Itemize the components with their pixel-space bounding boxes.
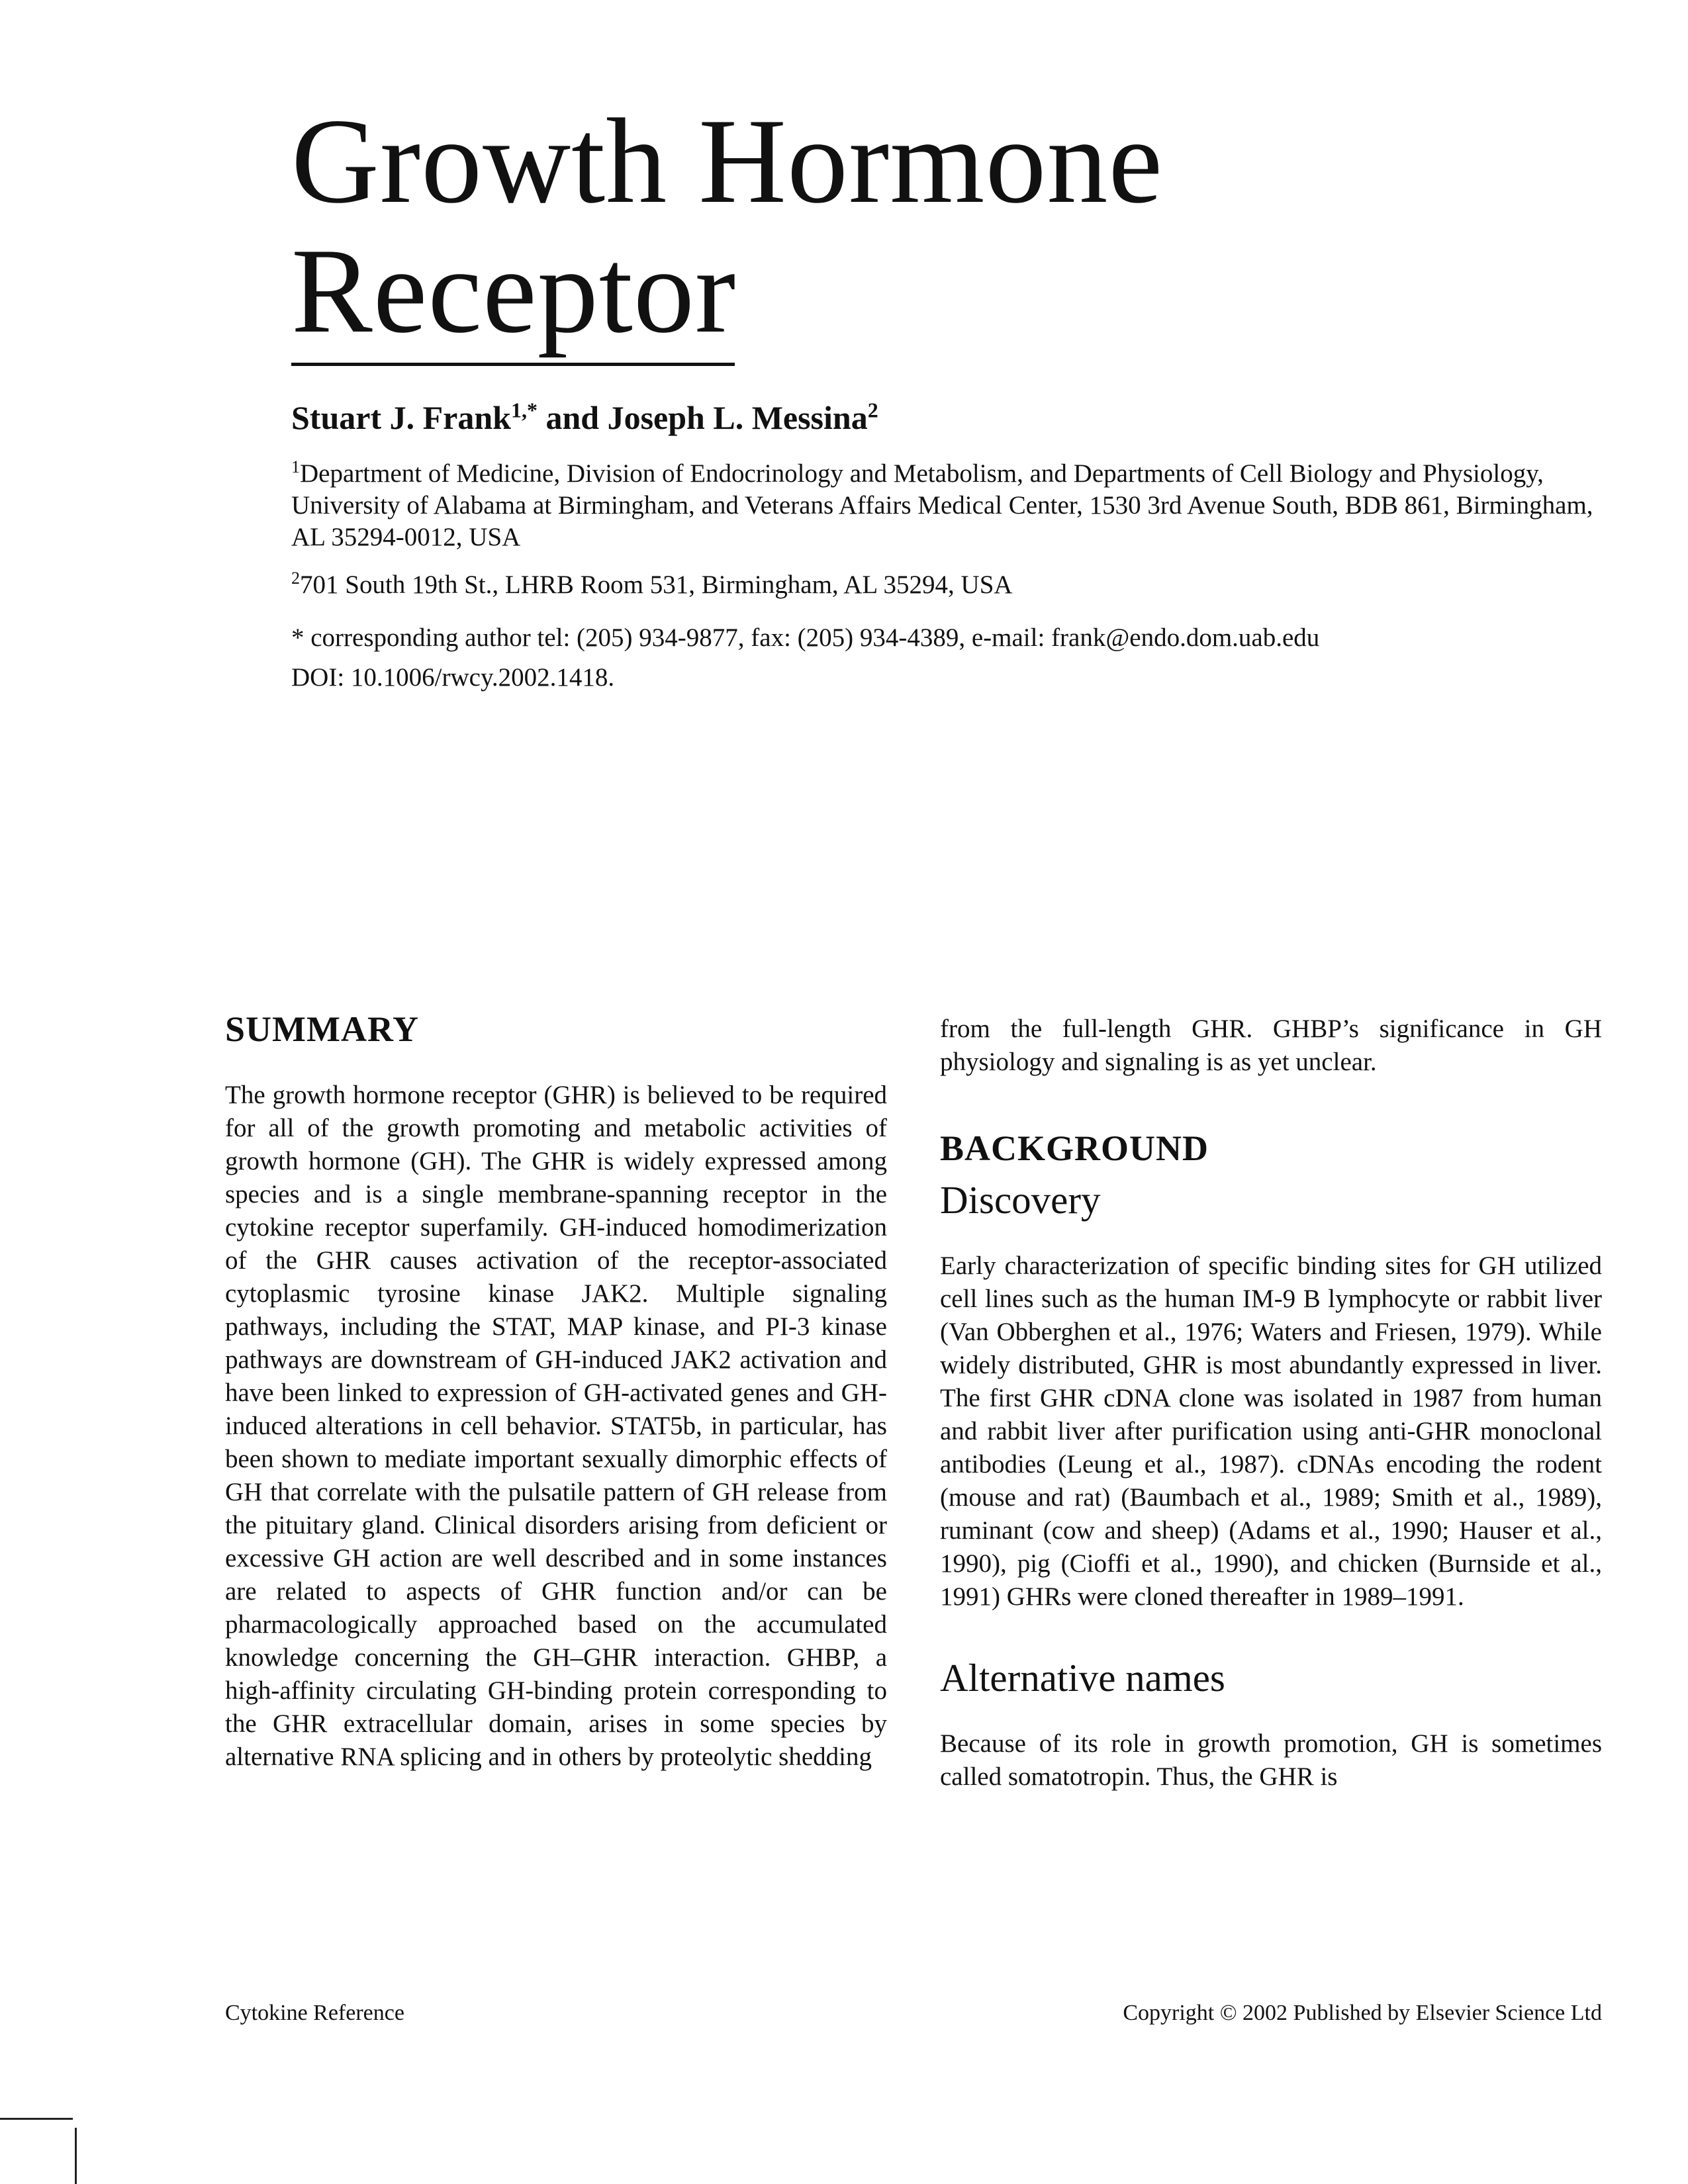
affiliation-2-text: 701 South 19th St., LHRB Room 531, Birmingham, AL 35294, USA [300, 570, 1013, 599]
title-line-2: Receptor [291, 223, 737, 358]
author-2-superscript: 2 [867, 398, 878, 422]
right-column [940, 1013, 1602, 1794]
summary-paragraph: The growth hormone receptor (GHR) is believed to be required for all of the growth promoting and metabolic activities of growth hormone (GH). The GHR is widely expressed among species and is a single membrane-spanning receptor in the cytokine receptor superfamily. GH-induced homodimerization of the GHR causes activation of the receptor-associated cytoplasmic tyrosine kinase JAK2. Multiple signaling pathways, including the STAT, MAP kinase, and PI-3 kinase pathways are downstream of GH-induced JAK2 activation and have been linked to expression of GH-activated genes and GH-induced alterations in cell behavior. STAT5b, in particular, has been shown to mediate important sexually dimorphic effects of GH that correlate with the pulsatile pattern of GH release from the pituitary gland. Clinical disorders arising from deficient or excessive GH action are well described and in some instances are related to aspects of GHR function and/or can be pharmacologically approached based on the accumulated knowledge concerning the GH–GHR interaction. GHBP, a high-affinity circulating GH-binding protein corresponding to the GHR extracellular domain, arises in some species by alternative RNA splicing and in others by proteolytic shedding [225, 1081, 887, 1771]
title-divider [291, 363, 735, 366]
author-1-superscript: 1,* [510, 398, 538, 422]
author-conjunction: and [537, 399, 608, 436]
summary-continuation: from the full-length GHR. GHBP’s significance in GH physiology and signaling is as yet unclear. [940, 1015, 1602, 1076]
alternative-names-paragraph: Because of its role in growth promotion, GH is sometimes called somatotropin. Thus, the GHR is [940, 1729, 1602, 1791]
summary-heading: SUMMARY [225, 1009, 420, 1049]
affiliation-1-marker: 1 [291, 457, 300, 477]
affiliation-1 [291, 458, 1602, 553]
author-line [291, 394, 878, 441]
title-line-1: Growth Hormone [291, 93, 1164, 228]
alternative-names-heading: Alternative names [940, 1656, 1225, 1700]
affiliation-2 [291, 569, 1602, 601]
background-heading: BACKGROUND [940, 1128, 1209, 1168]
crop-mark-vertical [75, 2128, 77, 2184]
corresponding-author: * corresponding author tel: (205) 934-9877, fax: (205) 934-4389, e-mail: frank@endo.dom.uab.edu [291, 623, 1320, 652]
affiliation-1-text: Department of Medicine, Division of Endocrinology and Metabolism, and Departments of Cell Biology and Physiology, University of Alabama at Birmingham, and Veterans Affairs Medical Center, 1530 3rd Avenue South, BDB 861, Birmingham, AL 35294-0012, USA [291, 459, 1593, 551]
crop-mark-horizontal [0, 2118, 73, 2120]
affiliation-2-marker: 2 [291, 569, 300, 588]
discovery-paragraph: Early characterization of specific binding sites for GH utilized cell lines such as the human IM-9 B lymphocyte or rabbit liver (Van Obberghen et al., 1976; Waters and Friesen, 1979). While widely distributed, GHR is most abundantly expressed in liver. The first GHR cDNA clone was isolated in 1987 from human and rabbit liver after purification using anti-GHR monoclonal antibodies (Leung et al., 1987). cDNAs encoding the rodent (mouse and rat) (Baumbach et al., 1989; Smith et al., 1989), ruminant (cow and sheep) (Adams et al., 1990; Hauser et al., 1990), pig (Cioffi et al., 1990), and chicken (Burnside et al., 1991) GHRs were cloned thereafter in 1989–1991. [940, 1251, 1602, 1611]
discovery-heading: Discovery [940, 1178, 1101, 1222]
footer-journal: Cytokine Reference [225, 2001, 404, 2025]
author-2-name: Joseph L. Messina [607, 399, 868, 436]
article-title [291, 93, 1164, 358]
left-column [225, 1006, 887, 1774]
author-1-name: Stuart J. Frank [291, 399, 511, 436]
footer-copyright: Copyright © 2002 Published by Elsevier Science Ltd [1123, 2001, 1602, 2025]
doi-line: DOI: 10.1006/rwcy.2002.1418. [291, 663, 615, 692]
